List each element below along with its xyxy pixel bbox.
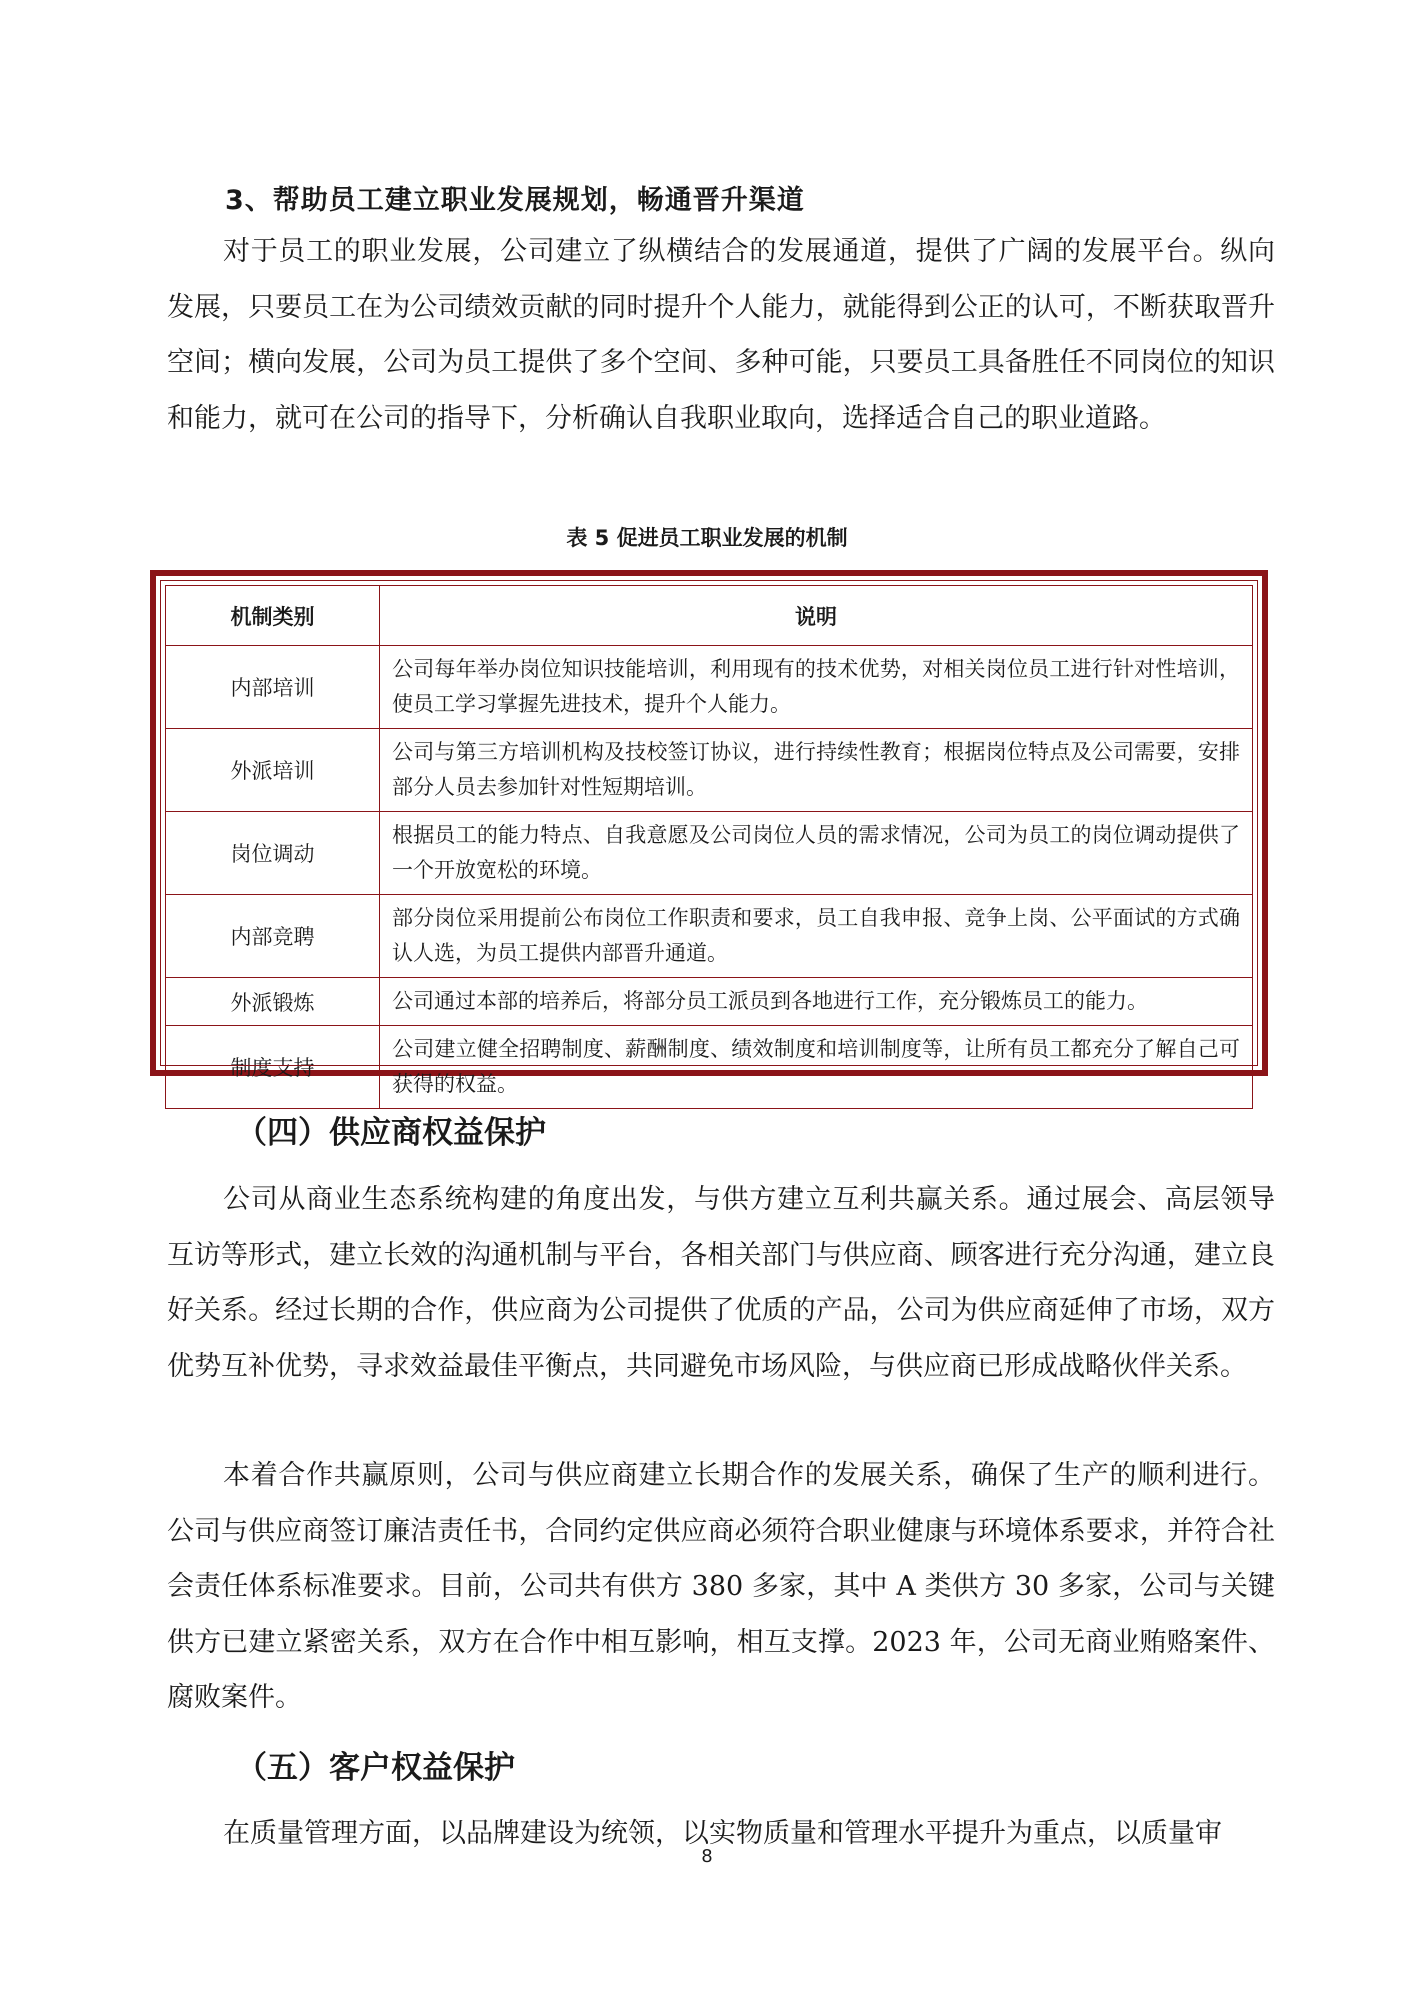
supplier-paragraph-2: 本着合作共赢原则，公司与供应商建立长期合作的发展关系，确保了生产的顺利进行。公司与供应商签订廉洁责任书，合同约定供应商必须符合职业健康与环境体系要求，并符合社会责任体系标准要求。目前，公司共有供方 380 多家，其中 A 类供方 30 多家，公司与关键供方已建立紧密关系，双方在合作中相互影响，相互支撑。2023 年，公司无商业贿赂案件、腐败案件。 — [167, 1460, 1275, 1713]
header-desc: 说明 — [380, 586, 1253, 646]
table-row — [166, 978, 1253, 1026]
row-desc: 公司每年举办岗位知识技能培训，利用现有的技术优势，对相关岗位员工进行针对性培训，使员工学习掌握先进技术，提升个人能力。 — [380, 646, 1253, 729]
table-row — [166, 1026, 1253, 1109]
row-desc: 公司与第三方培训机构及技校签订协议，进行持续性教育；根据岗位特点及公司需要，安排部分人员去参加针对性短期培训。 — [380, 729, 1253, 812]
row-desc: 公司建立健全招聘制度、薪酬制度、绩效制度和培训制度等，让所有员工都充分了解自己可获得的权益。 — [380, 1026, 1253, 1109]
table-row — [166, 646, 1253, 729]
row-type: 制度支持 — [166, 1026, 380, 1109]
career-paragraph: 对于员工的职业发展，公司建立了纵横结合的发展通道，提供了广阔的发展平台。纵向发展，只要员工在为公司绩效贡献的同时提升个人能力，就能得到公正的认可，不断获取晋升空间；横向发展，公司为员工提供了多个空间、多种可能，只要员工具备胜任不同岗位的知识和能力，就可在公司的指导下，分析确认自我职业取向，选择适合自己的职业道路。 — [167, 236, 1275, 434]
row-type: 外派培训 — [166, 729, 380, 812]
table-caption: 表 5 促进员工职业发展的机制 — [566, 526, 848, 550]
mechanism-table — [165, 585, 1253, 1109]
mechanism-table-frame — [150, 570, 1268, 1096]
section-heading-customer: （五）客户权益保护 — [236, 1750, 515, 1786]
row-desc: 部分岗位采用提前公布岗位工作职责和要求，员工自我申报、竞争上岗、公平面试的方式确认人选，为员工提供内部晋升通道。 — [380, 895, 1253, 978]
supplier-paragraph-1: 公司从商业生态系统构建的角度出发，与供方建立互利共赢关系。通过展会、高层领导互访等形式，建立长效的沟通机制与平台，各相关部门与供应商、顾客进行充分沟通，建立良好关系。经过长期的合作，供应商为公司提供了优质的产品，公司为供应商延伸了市场，双方优势互补优势，寻求效益最佳平衡点，共同避免市场风险，与供应商已形成战略伙伴关系。 — [167, 1184, 1275, 1382]
subsection-heading: 3、帮助员工建立职业发展规划，畅通晋升渠道 — [225, 185, 805, 216]
row-type: 内部竞聘 — [166, 895, 380, 978]
row-type: 内部培训 — [166, 646, 380, 729]
header-type: 机制类别 — [166, 586, 380, 646]
table-row — [166, 812, 1253, 895]
section-heading-supplier: （四）供应商权益保护 — [236, 1115, 546, 1151]
row-desc: 根据员工的能力特点、自我意愿及公司岗位人员的需求情况，公司为员工的岗位调动提供了一个开放宽松的环境。 — [380, 812, 1253, 895]
row-type: 外派锻炼 — [166, 978, 380, 1026]
row-type: 岗位调动 — [166, 812, 380, 895]
page-number: 8 — [701, 1846, 713, 1867]
row-desc: 公司通过本部的培养后，将部分员工派员到各地进行工作，充分锻炼员工的能力。 — [380, 978, 1253, 1026]
customer-paragraph: 在质量管理方面，以品牌建设为统领，以实物质量和管理水平提升为重点，以质量审 — [223, 1818, 1222, 1849]
table-row — [166, 729, 1253, 812]
table-row — [166, 895, 1253, 978]
table-header-row — [166, 586, 1253, 646]
